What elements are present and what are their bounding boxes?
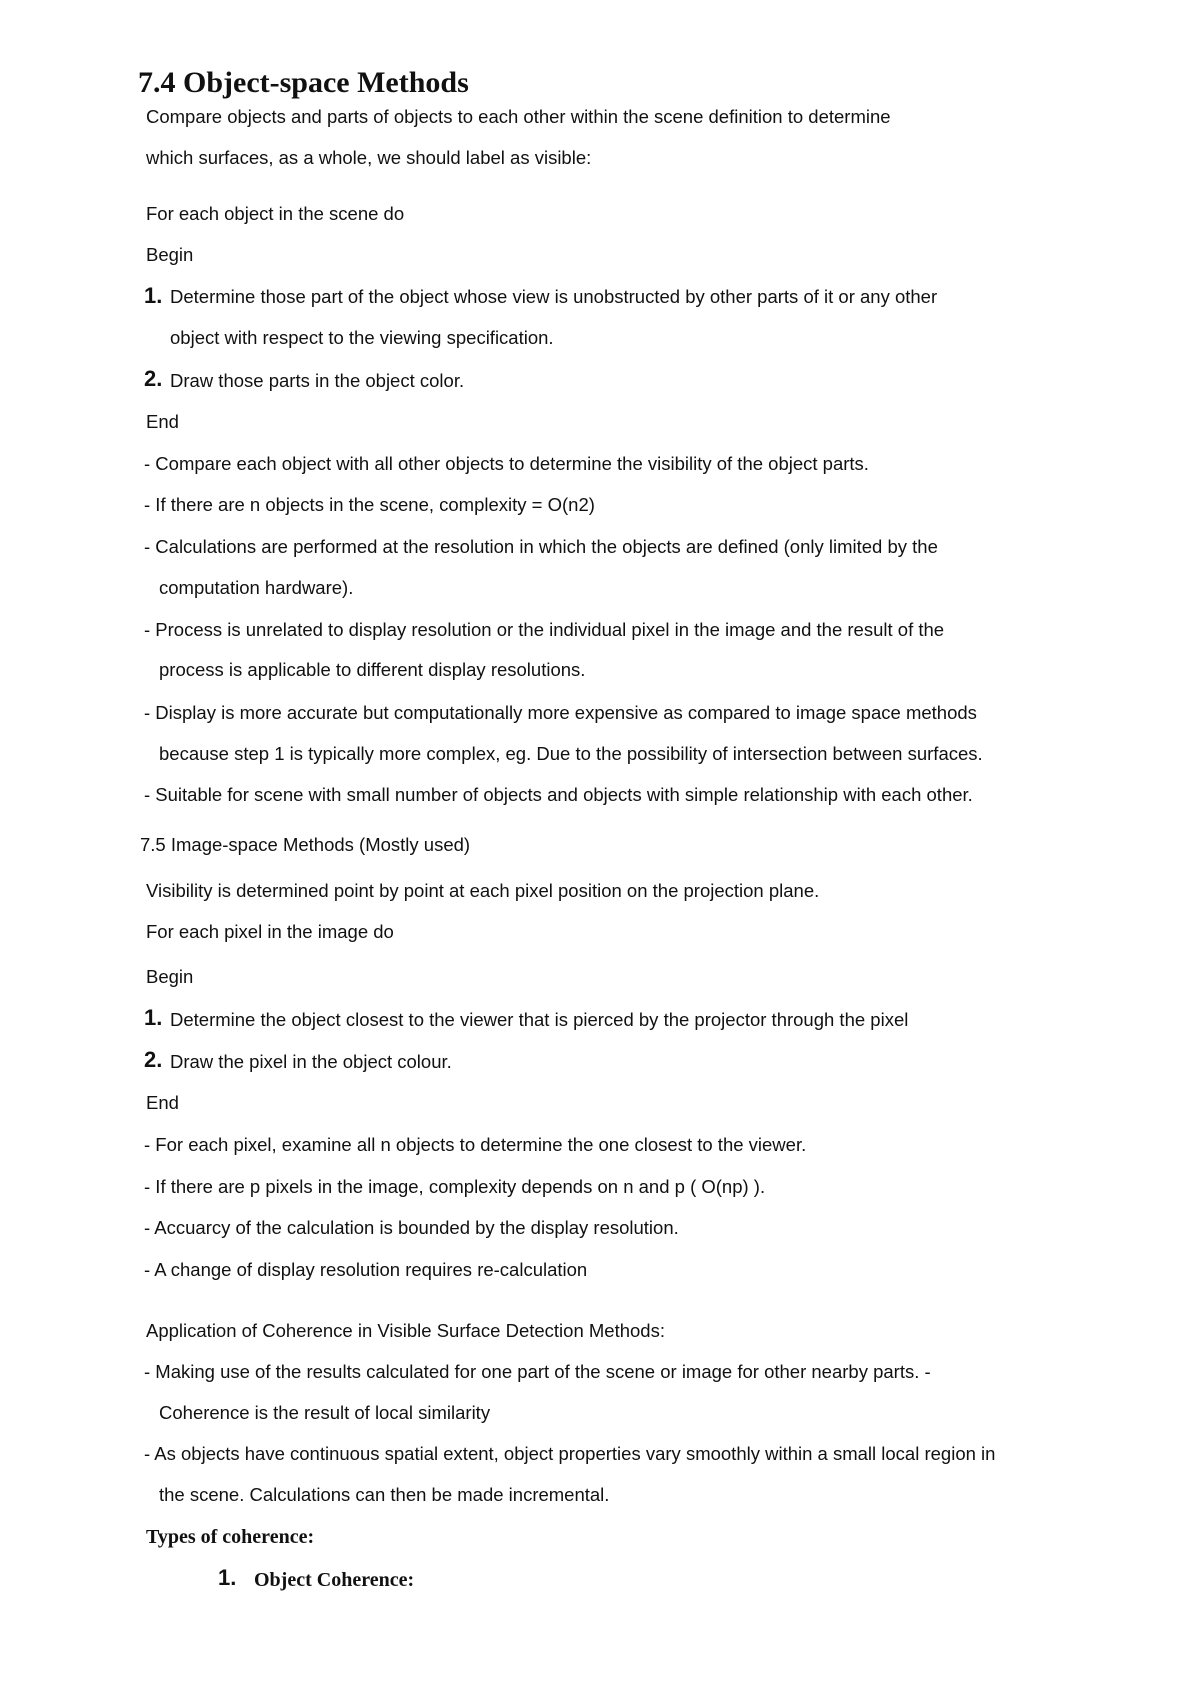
bullet-line: - Process is unrelated to display resolution or the individual pixel in the image and the result of the bbox=[144, 619, 945, 640]
list-number: 1. bbox=[218, 1565, 237, 1590]
step-text: object with respect to the viewing specification. bbox=[170, 327, 554, 348]
bullet-continuation: the scene. Calculations can then be made incremental. bbox=[159, 1484, 610, 1505]
list-item-object-coherence: Object Coherence: bbox=[254, 1569, 415, 1591]
bullet-line: - As objects have continuous spatial extent, object properties vary smoothly within a small local region in bbox=[144, 1443, 996, 1464]
section-title-object-space: 7.4 Object-space Methods bbox=[138, 66, 469, 99]
paragraph-line: Compare objects and parts of objects to each other within the scene definition to determine bbox=[146, 106, 891, 127]
step-text: Determine the object closest to the viewer that is pierced by the projector through the pixel bbox=[170, 1009, 909, 1030]
bullet-line: - For each pixel, examine all n objects to determine the one closest to the viewer. bbox=[144, 1134, 807, 1155]
bullet-line: - If there are n objects in the scene, complexity = O(n2) bbox=[144, 494, 595, 515]
bullet-line: - A change of display resolution requires re-calculation bbox=[144, 1259, 588, 1280]
step-text: Draw those parts in the object color. bbox=[170, 370, 465, 391]
bullet-line: - Accuarcy of the calculation is bounded by the display resolution. bbox=[144, 1217, 679, 1238]
bullet-line: - Calculations are performed at the resolution in which the objects are defined (only limited by the bbox=[144, 536, 938, 557]
step-text: Determine those part of the object whose view is unobstructed by other parts of it or any other bbox=[170, 286, 938, 307]
bullet-line: - If there are p pixels in the image, complexity depends on n and p ( O(np) ). bbox=[144, 1176, 766, 1197]
section-title-image-space: 7.5 Image-space Methods (Mostly used) bbox=[140, 834, 471, 855]
step-number: 1. bbox=[144, 1005, 163, 1030]
bullet-continuation: Coherence is the result of local similarity bbox=[159, 1402, 491, 1423]
pseudocode-line: For each pixel in the image do bbox=[146, 921, 394, 942]
pseudocode-end: End bbox=[146, 1092, 179, 1113]
step-number: 2. bbox=[144, 1047, 163, 1072]
types-heading: Types of coherence: bbox=[146, 1526, 315, 1548]
pseudocode-begin: Begin bbox=[146, 244, 194, 265]
paragraph-line: which surfaces, as a whole, we should label as visible: bbox=[146, 147, 592, 168]
bullet-line: - Compare each object with all other objects to determine the visibility of the object parts. bbox=[144, 453, 869, 474]
pseudocode-end: End bbox=[146, 411, 179, 432]
bullet-continuation: computation hardware). bbox=[159, 577, 354, 598]
step-number: 1. bbox=[144, 283, 163, 308]
bullet-line: - Display is more accurate but computationally more expensive as compared to image space methods bbox=[144, 702, 977, 723]
bullet-line: - Suitable for scene with small number of objects and objects with simple relationship with each other. bbox=[144, 784, 973, 805]
pseudocode-line: For each object in the scene do bbox=[146, 203, 405, 224]
pseudocode-begin: Begin bbox=[146, 966, 194, 987]
paragraph-line: Visibility is determined point by point at each pixel position on the projection plane. bbox=[146, 880, 820, 901]
bullet-line: - Making use of the results calculated for one part of the scene or image for other nearby parts. - bbox=[144, 1361, 931, 1382]
subsection-heading: Application of Coherence in Visible Surface Detection Methods: bbox=[146, 1320, 665, 1341]
step-text: Draw the pixel in the object colour. bbox=[170, 1051, 452, 1072]
step-number: 2. bbox=[144, 366, 163, 391]
bullet-continuation: because step 1 is typically more complex, eg. Due to the possibility of intersection between surfaces. bbox=[159, 743, 983, 764]
bullet-continuation: process is applicable to different display resolutions. bbox=[159, 659, 586, 680]
